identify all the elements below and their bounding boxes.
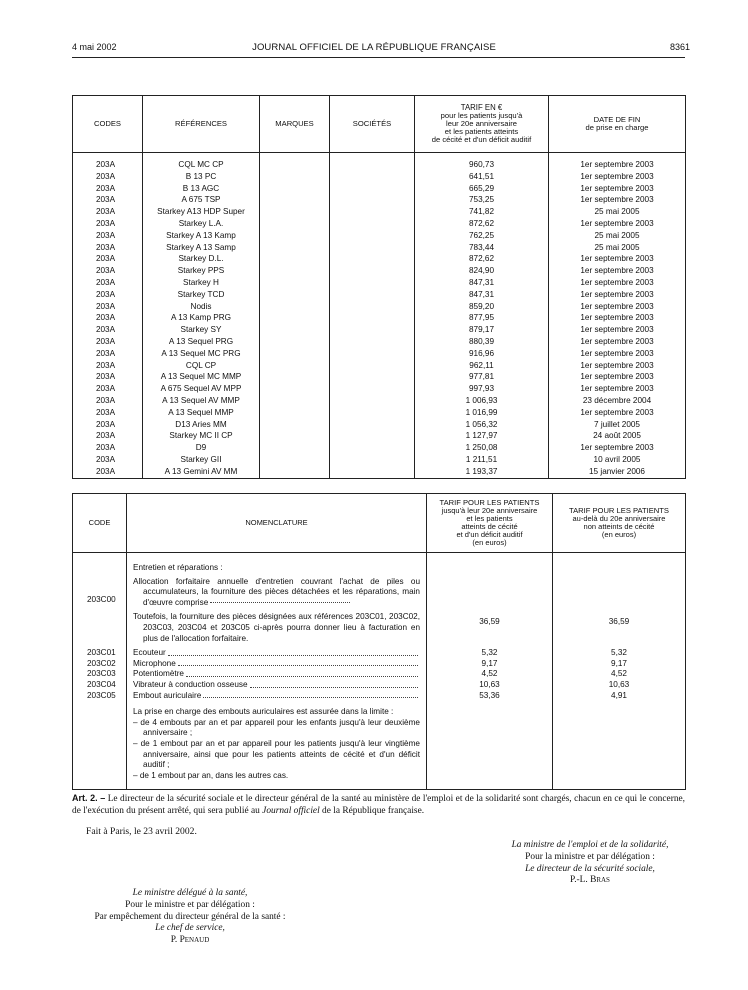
cell-societe (330, 301, 415, 313)
sig-chef-service-text: Le chef de service, (155, 923, 225, 934)
table-row (73, 454, 686, 466)
cell-code: 203A (73, 312, 143, 324)
cell-tarif: 641,51 (415, 171, 549, 183)
item-code: 203C04 (87, 679, 116, 689)
cell-date: 1er septembre 2003 (549, 301, 686, 313)
cell-date: 1er septembre 2003 (549, 383, 686, 395)
tarif-adult-sub1: au-delà du 20e anniversaire (572, 514, 666, 523)
cell-code: 203A (73, 383, 143, 395)
cell-societe (330, 371, 415, 383)
table-row (73, 442, 686, 454)
cell-tarif: 880,39 (415, 336, 549, 348)
cell-tarif: 872,62 (415, 218, 549, 230)
cell-societe (330, 395, 415, 407)
cell-code: 203A (73, 183, 143, 195)
cell-tarif: 762,25 (415, 230, 549, 242)
table-row (73, 206, 686, 218)
header-rule (72, 57, 685, 58)
cell-code: 203A (73, 348, 143, 360)
item-label-row (133, 669, 420, 680)
tarif-adult-cell (553, 553, 686, 649)
cell-societe (330, 183, 415, 195)
cell-marque (260, 419, 330, 431)
table-row (73, 171, 686, 183)
header-page-number: 8361 (669, 42, 690, 52)
table-row (73, 383, 686, 395)
col-tarif-sub4: de cécité et d'un déficit auditif (431, 135, 532, 144)
cell-code: 203A (73, 466, 143, 479)
cell-marque (260, 242, 330, 254)
cell-date: 1er septembre 2003 (549, 194, 686, 206)
dot-leader (203, 691, 418, 699)
cell-tarif: 859,20 (415, 301, 549, 313)
code-203C00: 203C00 (87, 595, 116, 604)
cell-date: 1er septembre 2003 (549, 371, 686, 383)
sig-ministre-title-text: La ministre de l'emploi et de la solidarité, (511, 840, 669, 850)
sig-directeur (470, 864, 710, 876)
cell-marque (260, 348, 330, 360)
cell-date: 1er septembre 2003 (549, 265, 686, 277)
article-journal: Journal officiel (262, 805, 320, 816)
cell-reference: D13 Aries MM (143, 419, 260, 431)
cell-marque (260, 277, 330, 289)
article-2 (72, 793, 685, 817)
c00-value-adult: 36,59 (608, 617, 630, 626)
c00-text: Allocation forfaitaire annuelle d'entretien couvrant l'achat de piles ou accumulateurs, la fourniture des pièces détachées et les réparations, main d'œuvre comprise (133, 576, 420, 607)
tarif-adult-sub2: non atteints de cécité (583, 522, 655, 531)
cell-code: 203A (73, 289, 143, 301)
cell-reference: Starkey A13 HDP Super (143, 206, 260, 218)
cell-reference: Starkey L.A. (143, 218, 260, 230)
cell-reference: D9 (143, 442, 260, 454)
cell-societe (330, 230, 415, 242)
cell-tarif: 960,73 (415, 159, 549, 171)
signature-block-ministre (470, 840, 710, 887)
cell-marque (260, 442, 330, 454)
item-value-adult: 10,63 (608, 679, 630, 689)
cell-code: 203A (73, 395, 143, 407)
cell-reference: A 13 Sequel AV MMP (143, 395, 260, 407)
cell-reference: A 675 TSP (143, 194, 260, 206)
table-row (73, 289, 686, 301)
cell-societe (330, 159, 415, 171)
tarif-adult-title: TARIF POUR LES PATIENTS (569, 506, 669, 515)
cell-code: 203A (73, 171, 143, 183)
cell-reference: CQL MC CP (143, 159, 260, 171)
table-row (73, 324, 686, 336)
item-code: 203C01 (87, 648, 116, 658)
cell-date: 1er septembre 2003 (549, 360, 686, 372)
article-text-a: Le directeur de la sécurité sociale et le directeur général de la santé au ministère de l'emploi et de la solidarité sont chargés, chacun en ce qui le concerne, de l'exécution du présent arrêté, qui sera publié au (72, 794, 686, 816)
sig-directeur-text: Le directeur de la sécurité sociale, (525, 863, 655, 874)
cell-tarif: 1 016,99 (415, 407, 549, 419)
table-row (73, 395, 686, 407)
cell-tarif: 847,31 (415, 289, 549, 301)
item-label: Potentiomètre (133, 669, 184, 679)
intro-text: Entretien et réparations : (133, 563, 223, 572)
table-row (73, 466, 686, 479)
cell-tarif: 1 193,37 (415, 466, 549, 479)
nomenclature-cell (127, 553, 427, 649)
cell-code: 203A (73, 253, 143, 265)
cell-societe (330, 442, 415, 454)
cell-code: 203A (73, 159, 143, 171)
cell-reference: Starkey A 13 Kamp (143, 230, 260, 242)
cell-societe (330, 312, 415, 324)
sig-sante-title-text: Le ministre délégué à la santé, (132, 888, 248, 898)
cell-reference: Starkey GII (143, 454, 260, 466)
cell-tarif: 847,31 (415, 277, 549, 289)
sig-chef-service (70, 923, 310, 935)
cell-marque (260, 454, 330, 466)
cell-reference: A 13 Kamp PRG (143, 312, 260, 324)
cell-marque (260, 206, 330, 218)
item-value-young: 9,17 (481, 658, 498, 668)
references-table (72, 95, 686, 479)
tarif-young-title: TARIF POUR LES PATIENTS (439, 498, 540, 507)
cell-code: 203A (73, 206, 143, 218)
col-codes: CODES (73, 96, 143, 153)
cell-date: 1er septembre 2003 (549, 324, 686, 336)
table-row (73, 360, 686, 372)
tarif-young-cell (427, 553, 553, 649)
col-code: CODE (73, 494, 127, 553)
cell-societe (330, 407, 415, 419)
cell-reference: CQL CP (143, 360, 260, 372)
cell-tarif: 665,29 (415, 183, 549, 195)
cell-code: 203A (73, 336, 143, 348)
cell-date: 1er septembre 2003 (549, 253, 686, 265)
cell-date: 1er septembre 2003 (549, 159, 686, 171)
cell-societe (330, 253, 415, 265)
cell-code: 203A (73, 371, 143, 383)
col-date-fin (549, 96, 686, 153)
item-value-adult: 4,91 (611, 690, 627, 700)
nomenclature-row-c00 (73, 553, 686, 649)
tarif-young-sub3: atteints de cécité (461, 522, 518, 531)
item-code: 203C02 (87, 658, 116, 668)
sig-sante-empechement: Par empêchement du directeur général de la santé : (94, 911, 286, 922)
item-label: Ecouteur (133, 648, 166, 658)
col-marques: MARQUES (260, 96, 330, 153)
item-value-adult: 5,32 (611, 648, 627, 658)
cell-societe (330, 277, 415, 289)
col-tarif-adult (553, 494, 686, 553)
cell-marque (260, 466, 330, 479)
article-label: Art. 2. – (72, 793, 106, 803)
cell-code: 203A (73, 430, 143, 442)
item-value-adult: 4,52 (611, 669, 627, 679)
item-label-row (133, 680, 420, 691)
cell-tarif: 1 006,93 (415, 395, 549, 407)
cell-societe (330, 206, 415, 218)
cell-societe (330, 466, 415, 479)
cell-date: 1er septembre 2003 (549, 442, 686, 454)
col-tarif (415, 96, 549, 153)
col-date-sub: de prise en charge (585, 123, 649, 132)
sig-sante-title (70, 888, 310, 900)
col-tarif-sub2: leur 20e anniversaire (446, 119, 517, 128)
col-references: RÉFÉRENCES (143, 96, 260, 153)
item-value-young: 4,52 (481, 669, 498, 679)
cell-code: 203A (73, 454, 143, 466)
cell-reference: A 13 Sequel MMP (143, 407, 260, 419)
cell-reference: B 13 AGC (143, 183, 260, 195)
cell-code: 203A (73, 265, 143, 277)
cell-date: 1er septembre 2003 (549, 312, 686, 324)
item-value-young: 5,32 (481, 648, 498, 658)
table-row (73, 230, 686, 242)
table-row (73, 371, 686, 383)
cell-societe (330, 265, 415, 277)
table-row (73, 301, 686, 313)
table-row (73, 348, 686, 360)
cell-marque (260, 183, 330, 195)
cell-date: 7 juillet 2005 (549, 419, 686, 431)
cell-code: 203A (73, 242, 143, 254)
cell-reference: Starkey SY (143, 324, 260, 336)
table-row (73, 159, 686, 171)
cell-marque (260, 218, 330, 230)
cell-reference: Starkey A 13 Samp (143, 242, 260, 254)
table-row (73, 265, 686, 277)
table-row (73, 242, 686, 254)
limit-rule-2: – de 1 embout par an et par appareil pour les patients jusqu'à leur vingtième anniversaire, ainsi que pour les patients atteints de cécité et d'un déficit auditif ; (133, 738, 420, 770)
c00-value-young: 36,59 (479, 617, 500, 626)
item-label-row (133, 659, 420, 670)
nomenclature-table (72, 493, 686, 790)
dot-leader (210, 601, 350, 603)
cell-reference: Nodis (143, 301, 260, 313)
table-row (73, 277, 686, 289)
cell-tarif: 879,17 (415, 324, 549, 336)
item-code: 203C03 (87, 669, 116, 679)
cell-reference: Starkey TCD (143, 289, 260, 301)
cell-code: 203A (73, 218, 143, 230)
cell-reference: Starkey MC II CP (143, 430, 260, 442)
col-tarif-sub3: et les patients atteints (444, 127, 519, 136)
cell-date: 1er septembre 2003 (549, 289, 686, 301)
items-label-cell (127, 648, 427, 790)
cell-marque (260, 194, 330, 206)
cell-reference: Starkey D.L. (143, 253, 260, 265)
cell-code: 203A (73, 419, 143, 431)
cell-societe (330, 171, 415, 183)
cell-tarif: 962,11 (415, 360, 549, 372)
cell-tarif: 753,25 (415, 194, 549, 206)
cell-marque (260, 289, 330, 301)
cell-code: 203A (73, 277, 143, 289)
cell-marque (260, 336, 330, 348)
tarif-young-sub2: et les patients (466, 514, 513, 523)
dot-leader (178, 659, 418, 667)
c00-note: Toutefois, la fourniture des pièces désignées aux références 203C01, 203C02, 203C03, 203C04 et 203C05 ci-après pourra donner lieu à facturation en plus de l'allocation forfaitaire. (133, 612, 420, 643)
item-label: Vibrateur à conduction osseuse (133, 679, 248, 689)
item-value-young: 10,63 (479, 679, 500, 689)
cell-marque (260, 371, 330, 383)
fait-a-paris: Fait à Paris, le 23 avril 2002. (86, 826, 197, 837)
items-young-cell (427, 648, 553, 790)
cell-date: 15 janvier 2006 (549, 466, 686, 479)
cell-reference: A 13 Sequel MC MMP (143, 371, 260, 383)
table-row (73, 218, 686, 230)
cell-reference: Starkey H (143, 277, 260, 289)
cell-marque (260, 253, 330, 265)
tarif-young-unit: (en euros) (472, 538, 507, 547)
items-code-cell (73, 648, 127, 790)
cell-marque (260, 395, 330, 407)
item-code: 203C05 (87, 690, 116, 700)
table-row (73, 253, 686, 265)
cell-date: 1er septembre 2003 (549, 218, 686, 230)
cell-societe (330, 360, 415, 372)
col-date-title: DATE DE FIN (593, 115, 641, 124)
sig-sante-name: P. Penaud (170, 935, 210, 946)
signature-block-sante (70, 888, 310, 947)
col-tarif-title: TARIF EN € (460, 103, 503, 112)
table-row (73, 419, 686, 431)
cell-societe (330, 289, 415, 301)
tarif-adult-unit: (en euros) (601, 530, 637, 539)
table-row (73, 407, 686, 419)
cell-societe (330, 218, 415, 230)
cell-tarif: 783,44 (415, 242, 549, 254)
article-text-b: de la République française. (319, 805, 425, 816)
cell-date: 23 décembre 2004 (549, 395, 686, 407)
table-row (73, 312, 686, 324)
cell-date: 25 mai 2005 (549, 206, 686, 218)
item-label-row (133, 691, 420, 702)
cell-marque (260, 407, 330, 419)
cell-marque (260, 159, 330, 171)
cell-code: 203A (73, 442, 143, 454)
item-value-young: 53,36 (479, 690, 500, 700)
cell-marque (260, 230, 330, 242)
cell-marque (260, 171, 330, 183)
table-row (73, 430, 686, 442)
cell-reference: Starkey PPS (143, 265, 260, 277)
cell-tarif: 741,82 (415, 206, 549, 218)
cell-date: 1er septembre 2003 (549, 277, 686, 289)
item-label: Microphone (133, 658, 176, 668)
cell-societe (330, 419, 415, 431)
cell-tarif: 1 250,08 (415, 442, 549, 454)
cell-code: 203A (73, 230, 143, 242)
nomenclature-table-header (73, 494, 686, 553)
references-table-header (73, 96, 686, 153)
cell-societe (330, 383, 415, 395)
cell-date: 1er septembre 2003 (549, 407, 686, 419)
table-row (73, 183, 686, 195)
nomenclature-row-items (73, 648, 686, 790)
col-nomenclature: NOMENCLATURE (127, 494, 427, 553)
cell-date: 1er septembre 2003 (549, 183, 686, 195)
cell-tarif: 997,93 (415, 383, 549, 395)
cell-tarif: 1 056,32 (415, 419, 549, 431)
cell-marque (260, 324, 330, 336)
cell-societe (330, 324, 415, 336)
sig-ministre-delegation: Pour la ministre et par délégation : (525, 851, 655, 862)
items-adult-cell (553, 648, 686, 790)
cell-date: 10 avril 2005 (549, 454, 686, 466)
item-value-adult: 9,17 (611, 658, 627, 668)
cell-date: 25 mai 2005 (549, 230, 686, 242)
cell-tarif: 977,81 (415, 371, 549, 383)
cell-tarif: 1 127,97 (415, 430, 549, 442)
cell-reference: A 13 Sequel PRG (143, 336, 260, 348)
dot-leader (186, 669, 418, 677)
cell-date: 24 août 2005 (549, 430, 686, 442)
cell-code: 203A (73, 194, 143, 206)
cell-societe (330, 242, 415, 254)
item-label: Embout auriculaire (133, 690, 202, 700)
cell-tarif: 916,96 (415, 348, 549, 360)
col-societes: SOCIÉTÉS (330, 96, 415, 153)
limit-rule-3: – de 1 embout par an, dans les autres cas. (133, 770, 289, 780)
code-cell (73, 553, 127, 649)
cell-code: 203A (73, 407, 143, 419)
cell-reference: A 13 Sequel MC PRG (143, 348, 260, 360)
sig-sante-delegation: Pour le ministre et par délégation : (125, 899, 255, 910)
tarif-young-sub1: jusqu'à leur 20e anniversaire (441, 506, 538, 515)
cell-societe (330, 348, 415, 360)
item-label-row (133, 648, 420, 659)
cell-code: 203A (73, 301, 143, 313)
cell-date: 1er septembre 2003 (549, 348, 686, 360)
cell-tarif: 824,90 (415, 265, 549, 277)
cell-marque (260, 383, 330, 395)
cell-tarif: 877,95 (415, 312, 549, 324)
cell-marque (260, 360, 330, 372)
cell-marque (260, 301, 330, 313)
header-title: JOURNAL OFFICIEL DE LA RÉPUBLIQUE FRANÇAISE (252, 42, 496, 53)
cell-societe (330, 194, 415, 206)
cell-marque (260, 430, 330, 442)
cell-societe (330, 430, 415, 442)
sig-ministre-name: P.-L. Bras (570, 875, 610, 886)
page-header (60, 42, 688, 56)
cell-marque (260, 265, 330, 277)
cell-code: 203A (73, 324, 143, 336)
cell-tarif: 1 211,51 (415, 454, 549, 466)
cell-date: 25 mai 2005 (549, 242, 686, 254)
cell-code: 203A (73, 360, 143, 372)
limit-intro: La prise en charge des embouts auriculaires est assurée dans la limite : (133, 707, 394, 717)
cell-date: 1er septembre 2003 (549, 171, 686, 183)
header-date: 4 mai 2002 (72, 42, 117, 52)
dot-leader (168, 648, 418, 656)
table-row (73, 194, 686, 206)
cell-tarif: 872,62 (415, 253, 549, 265)
cell-societe (330, 454, 415, 466)
cell-societe (330, 336, 415, 348)
col-tarif-sub1: pour les patients jusqu'à (440, 111, 523, 120)
dot-leader (250, 680, 418, 688)
table-row (73, 336, 686, 348)
cell-marque (260, 312, 330, 324)
cell-reference: A 13 Gemini AV MM (143, 466, 260, 479)
cell-reference: A 675 Sequel AV MPP (143, 383, 260, 395)
sig-ministre-title (470, 840, 710, 852)
cell-reference: B 13 PC (143, 171, 260, 183)
cell-date: 1er septembre 2003 (549, 336, 686, 348)
tarif-young-sub4: et d'un déficit auditif (456, 530, 523, 539)
c00-description (133, 577, 420, 609)
col-tarif-young (427, 494, 553, 553)
limit-rule-1: – de 4 embouts par an et par appareil pour les enfants jusqu'à leur deuxième anniversaire ; (133, 717, 420, 738)
